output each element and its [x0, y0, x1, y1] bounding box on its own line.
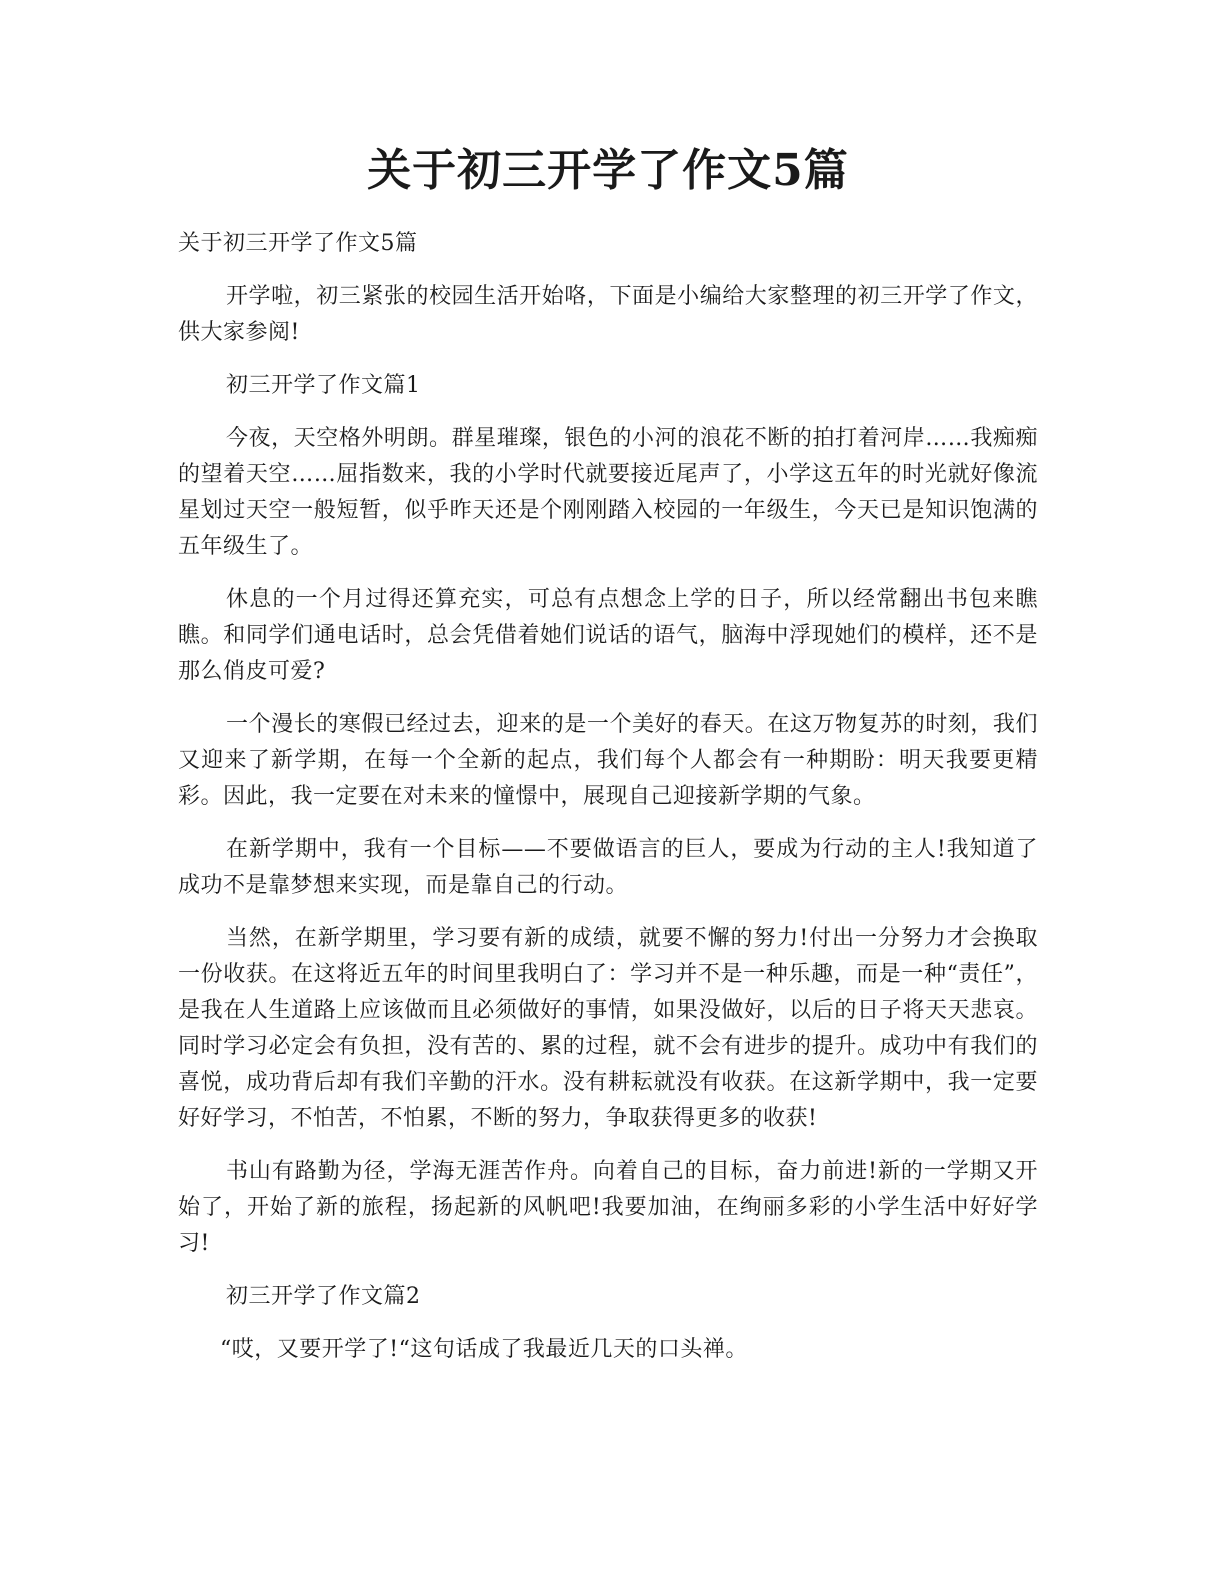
body-paragraph: 书山有路勤为径，学海无涯苦作舟。向着自己的目标，奋力前进!新的一学期又开始了，开始了新的旅程，扬起新的风帆吧!我要加油，在绚丽多彩的小学生活中好好学习! [178, 1159, 1038, 1256]
document-subtitle: 关于初三开学了作文5篇 [178, 231, 418, 256]
document-body [178, 226, 1038, 1385]
section-2-first-line: “哎，又要开学了!“这句话成了我最近几天的口头禅。 [220, 1337, 748, 1362]
body-paragraph: 休息的一个月过得还算充实，可总有点想念上学的日子，所以经常翻出书包来瞧瞧。和同学们通电话时，总会凭借着她们说话的语气，脑海中浮现她们的模样，还不是那么俏皮可爱? [178, 587, 1038, 684]
body-paragraph: 在新学期中，我有一个目标——不要做语言的巨人，要成为行动的主人!我知道了成功不是靠梦想来实现，而是靠自己的行动。 [178, 837, 1038, 898]
document-title: 关于初三开学了作文5篇 [367, 145, 849, 196]
section-1-heading: 初三开学了作文篇1 [226, 373, 421, 398]
body-paragraph: 今夜，天空格外明朗。群星璀璨，银色的小河的浪花不断的拍打着河岸……我痴痴的望着天空……屈指数来，我的小学时代就要接近尾声了，小学这五年的时光就好像流星划过天空一般短暂，似乎昨天还是个刚刚踏入校园的一年级生，今天已是知识饱满的五年级生了。 [178, 426, 1038, 559]
section-2-heading: 初三开学了作文篇2 [226, 1284, 421, 1309]
body-paragraph: 一个漫长的寒假已经过去，迎来的是一个美好的春天。在这万物复苏的时刻，我们又迎来了新学期，在每一个全新的起点，我们每个人都会有一种期盼：明天我要更精彩。因此，我一定要在对未来的憧憬中，展现自己迎接新学期的气象。 [178, 712, 1038, 809]
body-paragraph: 当然，在新学期里，学习要有新的成绩，就要不懈的努力!付出一分努力才会换取一份收获。在这将近五年的时间里我明白了：学习并不是一种乐趣，而是一种“责任”，是我在人生道路上应该做而且必须做好的事情，如果没做好，以后的日子将天天悲哀。同时学习必定会有负担，没有苦的、累的过程，就不会有进步的提升。成功中有我们的喜悦，成功背后却有我们辛勤的汗水。没有耕耘就没有收获。在这新学期中，我一定要好好学习，不怕苦，不怕累，不断的努力，争取获得更多的收获! [178, 926, 1038, 1131]
intro-paragraph: 开学啦，初三紧张的校园生活开始咯，下面是小编给大家整理的初三开学了作文，供大家参阅! [178, 284, 1038, 345]
